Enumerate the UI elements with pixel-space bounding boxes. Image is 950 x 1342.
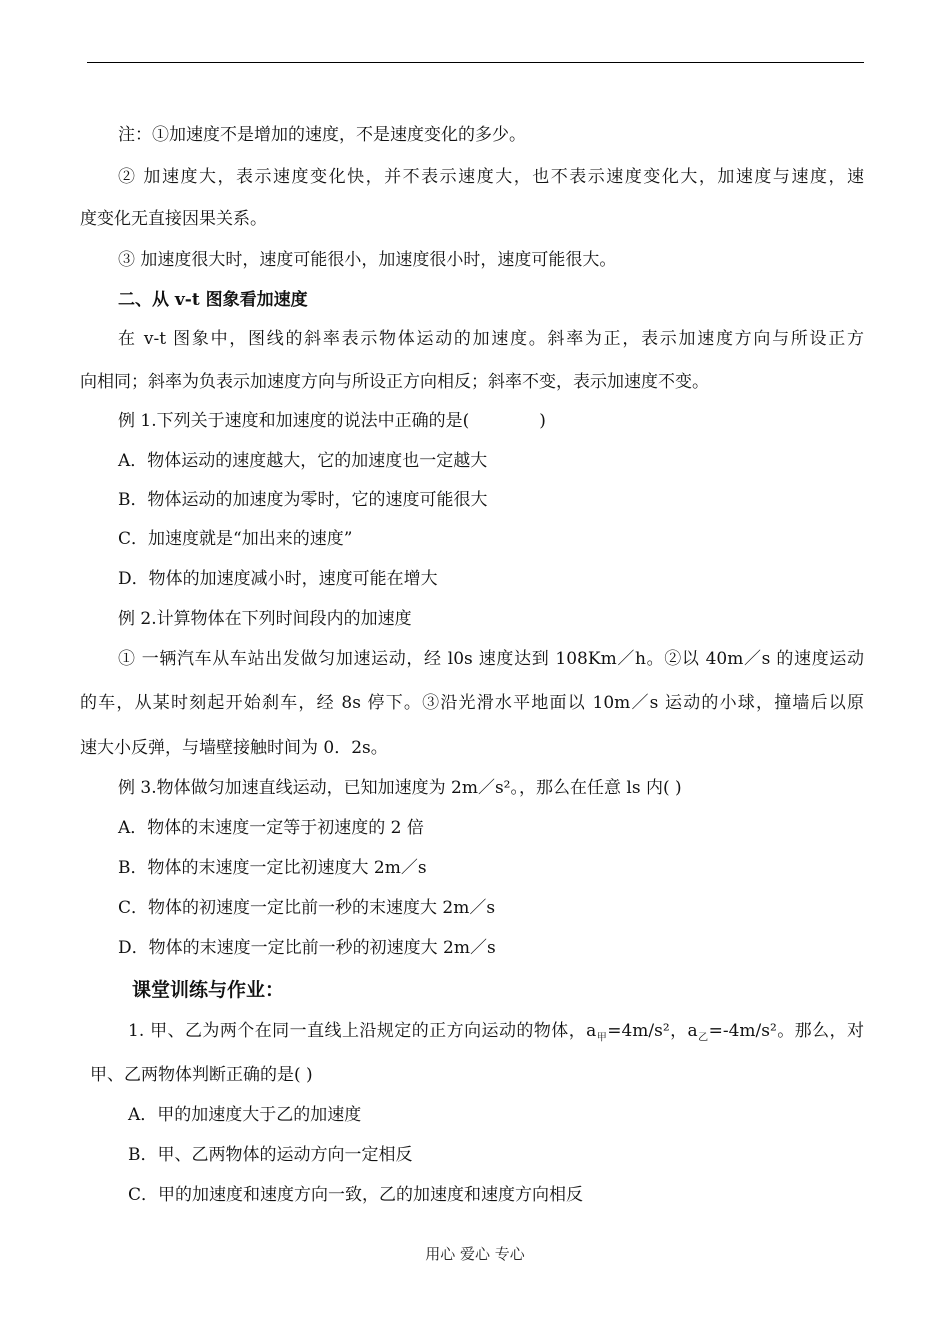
example-3-option-b: B．物体的末速度一定比初速度大 2m／s [118, 858, 427, 878]
section-2-para-line-2: 向相同；斜率为负表示加速度方向与所设正方向相反；斜率不变，表示加速度不变。 [80, 372, 709, 392]
example-1-stem-close: ) [539, 411, 546, 431]
example-2-line-1: ① 一辆汽车从车站出发做匀加速运动，经 l0s 速度达到 108Km／h。②以 40m／s 的速度运动 [118, 649, 864, 669]
example-1-option-c: C．加速度就是“加出来的速度” [118, 529, 353, 549]
note-2-line-2: 度变化无直接因果关系。 [80, 209, 267, 229]
homework-q1-line-1 [128, 1020, 864, 1049]
homework-q1-line-2: 甲、乙两物体判断正确的是( ) [90, 1065, 313, 1085]
note-2-line-1: ② 加速度大，表示速度变化快，并不表示速度大，也不表示速度变化大，加速度与速度，速 [118, 167, 864, 187]
example-3-option-a: A．物体的末速度一定等于初速度的 2 倍 [118, 818, 424, 838]
example-1-option-b: B．物体运动的加速度为零时，它的速度可能很大 [118, 490, 488, 510]
homework-q1-option-c: C．甲的加速度和速度方向一致，乙的加速度和速度方向相反 [128, 1185, 584, 1205]
example-1-stem [118, 410, 546, 432]
example-1-stem-text: 例 1.下列关于速度和加速度的说法中正确的是( [118, 411, 470, 431]
example-2-line-3: 速大小反弹，与墙壁接触时间为 0．2s。 [80, 738, 388, 758]
homework-heading: 课堂训练与作业： [132, 979, 285, 1001]
q1-text-mid: =4m/s²，a [607, 1021, 698, 1041]
note-1: 注：①加速度不是增加的速度，不是速度变化的多少。 [118, 125, 526, 145]
q1-subscript-jia: 甲 [596, 1032, 608, 1044]
note-3: ③ 加速度很大时，速度可能很小，加速度很小时，速度可能很大。 [118, 250, 617, 270]
section-2-para-line-1: 在 v-t 图象中，图线的斜率表示物体运动的加速度。斜率为正，表示加速度方向与所设正方 [118, 329, 864, 349]
section-2-heading: 二、从 v-t 图象看加速度 [118, 290, 308, 310]
example-2-line-2: 的车，从某时刻起开始刹车，经 8s 停下。③沿光滑水平地面以 10m／s 运动的小球，撞墙后以原 [80, 693, 864, 713]
example-3-option-c: C．物体的初速度一定比前一秒的末速度大 2m／s [118, 898, 496, 918]
example-2-stem: 例 2.计算物体在下列时间段内的加速度 [118, 609, 412, 629]
homework-q1-option-b: B．甲、乙两物体的运动方向一定相反 [128, 1145, 413, 1165]
example-3-option-d: D．物体的末速度一定比前一秒的初速度大 2m／s [118, 938, 496, 958]
q1-subscript-yi: 乙 [697, 1032, 709, 1044]
example-3-stem: 例 3.物体做匀加速直线运动，已知加速度为 2m／s²。，那么在任意 ls 内( ) [118, 778, 682, 798]
example-1-option-a: A．物体运动的速度越大，它的加速度也一定越大 [118, 451, 488, 471]
q1-text-pre: 1. 甲、乙为两个在同一直线上沿规定的正方向运动的物体，a [128, 1021, 597, 1041]
header-rule [87, 62, 864, 63]
q1-text-post: =-4m/s²。那么，对 [708, 1021, 864, 1041]
homework-q1-option-a: A．甲的加速度大于乙的加速度 [128, 1105, 362, 1125]
page-footer: 用心 爱心 专心 [425, 1245, 525, 1263]
example-1-option-d: D．物体的加速度减小时，速度可能在增大 [118, 569, 438, 589]
